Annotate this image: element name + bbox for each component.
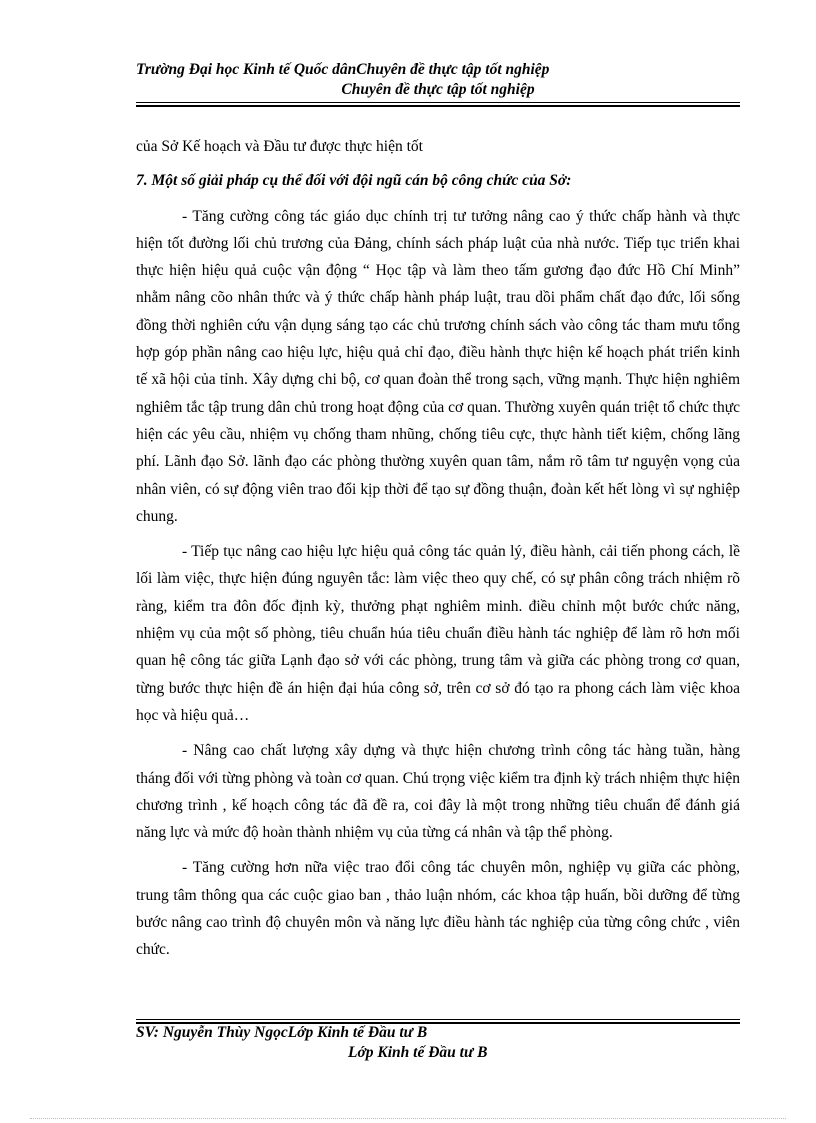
page-bottom-edge <box>30 1118 786 1119</box>
section-heading: 7. Một số giải pháp cụ thể đối với đội ngũ cán bộ công chức của Sở: <box>136 172 572 190</box>
header-divider <box>136 102 740 103</box>
page-footer <box>136 1023 740 1063</box>
intro-line: của Sở Kế hoạch và Đầu tư được thực hiện tốt <box>136 138 423 155</box>
paragraph-2: - Tiếp tục nâng cao hiệu lực hiệu quả công tác quản lý, điều hành, cải tiến phong cách, lề lối làm việc, thực hiện đúng nguyên tắc: làm việc theo quy chế, có sự phân công trách nhiệm rõ ràng, kiểm tra đôn đốc định kỳ, thưởng phạt nghiêm minh. điều chỉnh một bước chức năng, nhiệm vụ của một số phòng, tiêu chuẩn húa tiêu chuẩn điều hành tác nghiệp để làm rõ hơn mối quan hệ công tác giữa Lạnh đạo sở với các phòng, trung tâm và giữa các phòng trong cơ quan, từng bước thực hiện đề án hiện đại húa công sở, trên cơ sở đó tạo ra phong cách làm việc khoa học và hiệu quả… <box>136 543 740 724</box>
paragraph-1: - Tăng cường công tác giáo dục chính trị tư tưởng nâng cao ý thức chấp hành và thực hiện tốt đường lối chủ trương của Đảng, chính sách pháp luật của nhà nước. Tiếp tục triển khai thực hiện hiệu quả cuộc vận động “ Học tập và làm theo tấm gương đạo đức Hồ Chí Minh” nhằm nâng cõo nhân thức và ý thức chấp hành pháp luật, trau dồi phẩm chất đạo đức, lối sống đồng thời nghiên cứu vận dụng sáng tạo các chủ trương chính sách vào công tác tham mưu tổng hợp góp phần nâng cao hiệu lực, hiệu quả chỉ đạo, điều hành thực hiện kế hoạch phát triển kinh tế xã hội của tỉnh. Xây dựng chi bộ, cơ quan đoàn thể trong sạch, vững mạnh. Thực hiện nghiêm nghiêm tắc tập trung dân chủ trong hoạt động của cơ quan. Thường xuyên quán triệt tổ chức thực hiện các yêu cầu, nhiệm vụ chống tham nhũng, chống tiêu cực, thực hành tiết kiệm, chống lãng phí. Lãnh đạo Sở. lãnh đạo các phòng thường xuyên quan tâm, nắm rõ tâm tư nguyện vọng của nhân viên, có sự động viên trao đổi kịp thời để tạo sự đồng thuận, đoàn kết hết lòng vì sự nghiệp chung. <box>136 207 740 525</box>
footer-divider <box>136 1019 740 1020</box>
header-title-line: Chuyên đề thực tập tốt nghiệp <box>341 81 535 98</box>
document-body <box>136 133 740 972</box>
paragraph-3: - Nâng cao chất lượng xây dựng và thực hiện chương trình công tác hàng tuần, hàng tháng đối với từng phòng và toàn cơ quan. Chú trọng việc kiểm tra định kỳ trách nhiệm thực hiện chương trình , kế hoạch công tác đã đề ra, coi đây là một trong những tiêu chuẩn để đánh giá năng lực và mức độ hoàn thành nhiệm vụ của từng cá nhân và tập thể phòng. <box>136 742 740 842</box>
header-school-line: Trường Đại học Kinh tế Quốc dânChuyên đề thực tập tốt nghiệp <box>136 61 550 78</box>
footer-student-line: SV: Nguyễn Thùy NgọcLớp Kinh tế Đầu tư B <box>136 1024 428 1041</box>
footer-class-line: Lớp Kinh tế Đầu tư B <box>348 1044 488 1061</box>
page-header <box>136 60 740 100</box>
paragraph-4: - Tăng cường hơn nữa việc trao đổi công tác chuyên môn, nghiệp vụ giữa các phòng, trung tâm thông qua các cuộc giao ban , thảo luận nhóm, các khoa tập huấn, bồi dưỡng để từng bước nâng cao trình độ chuyên môn và năng lực điều hành tác nghiệp của từng công chức , viên chức. <box>136 859 740 959</box>
